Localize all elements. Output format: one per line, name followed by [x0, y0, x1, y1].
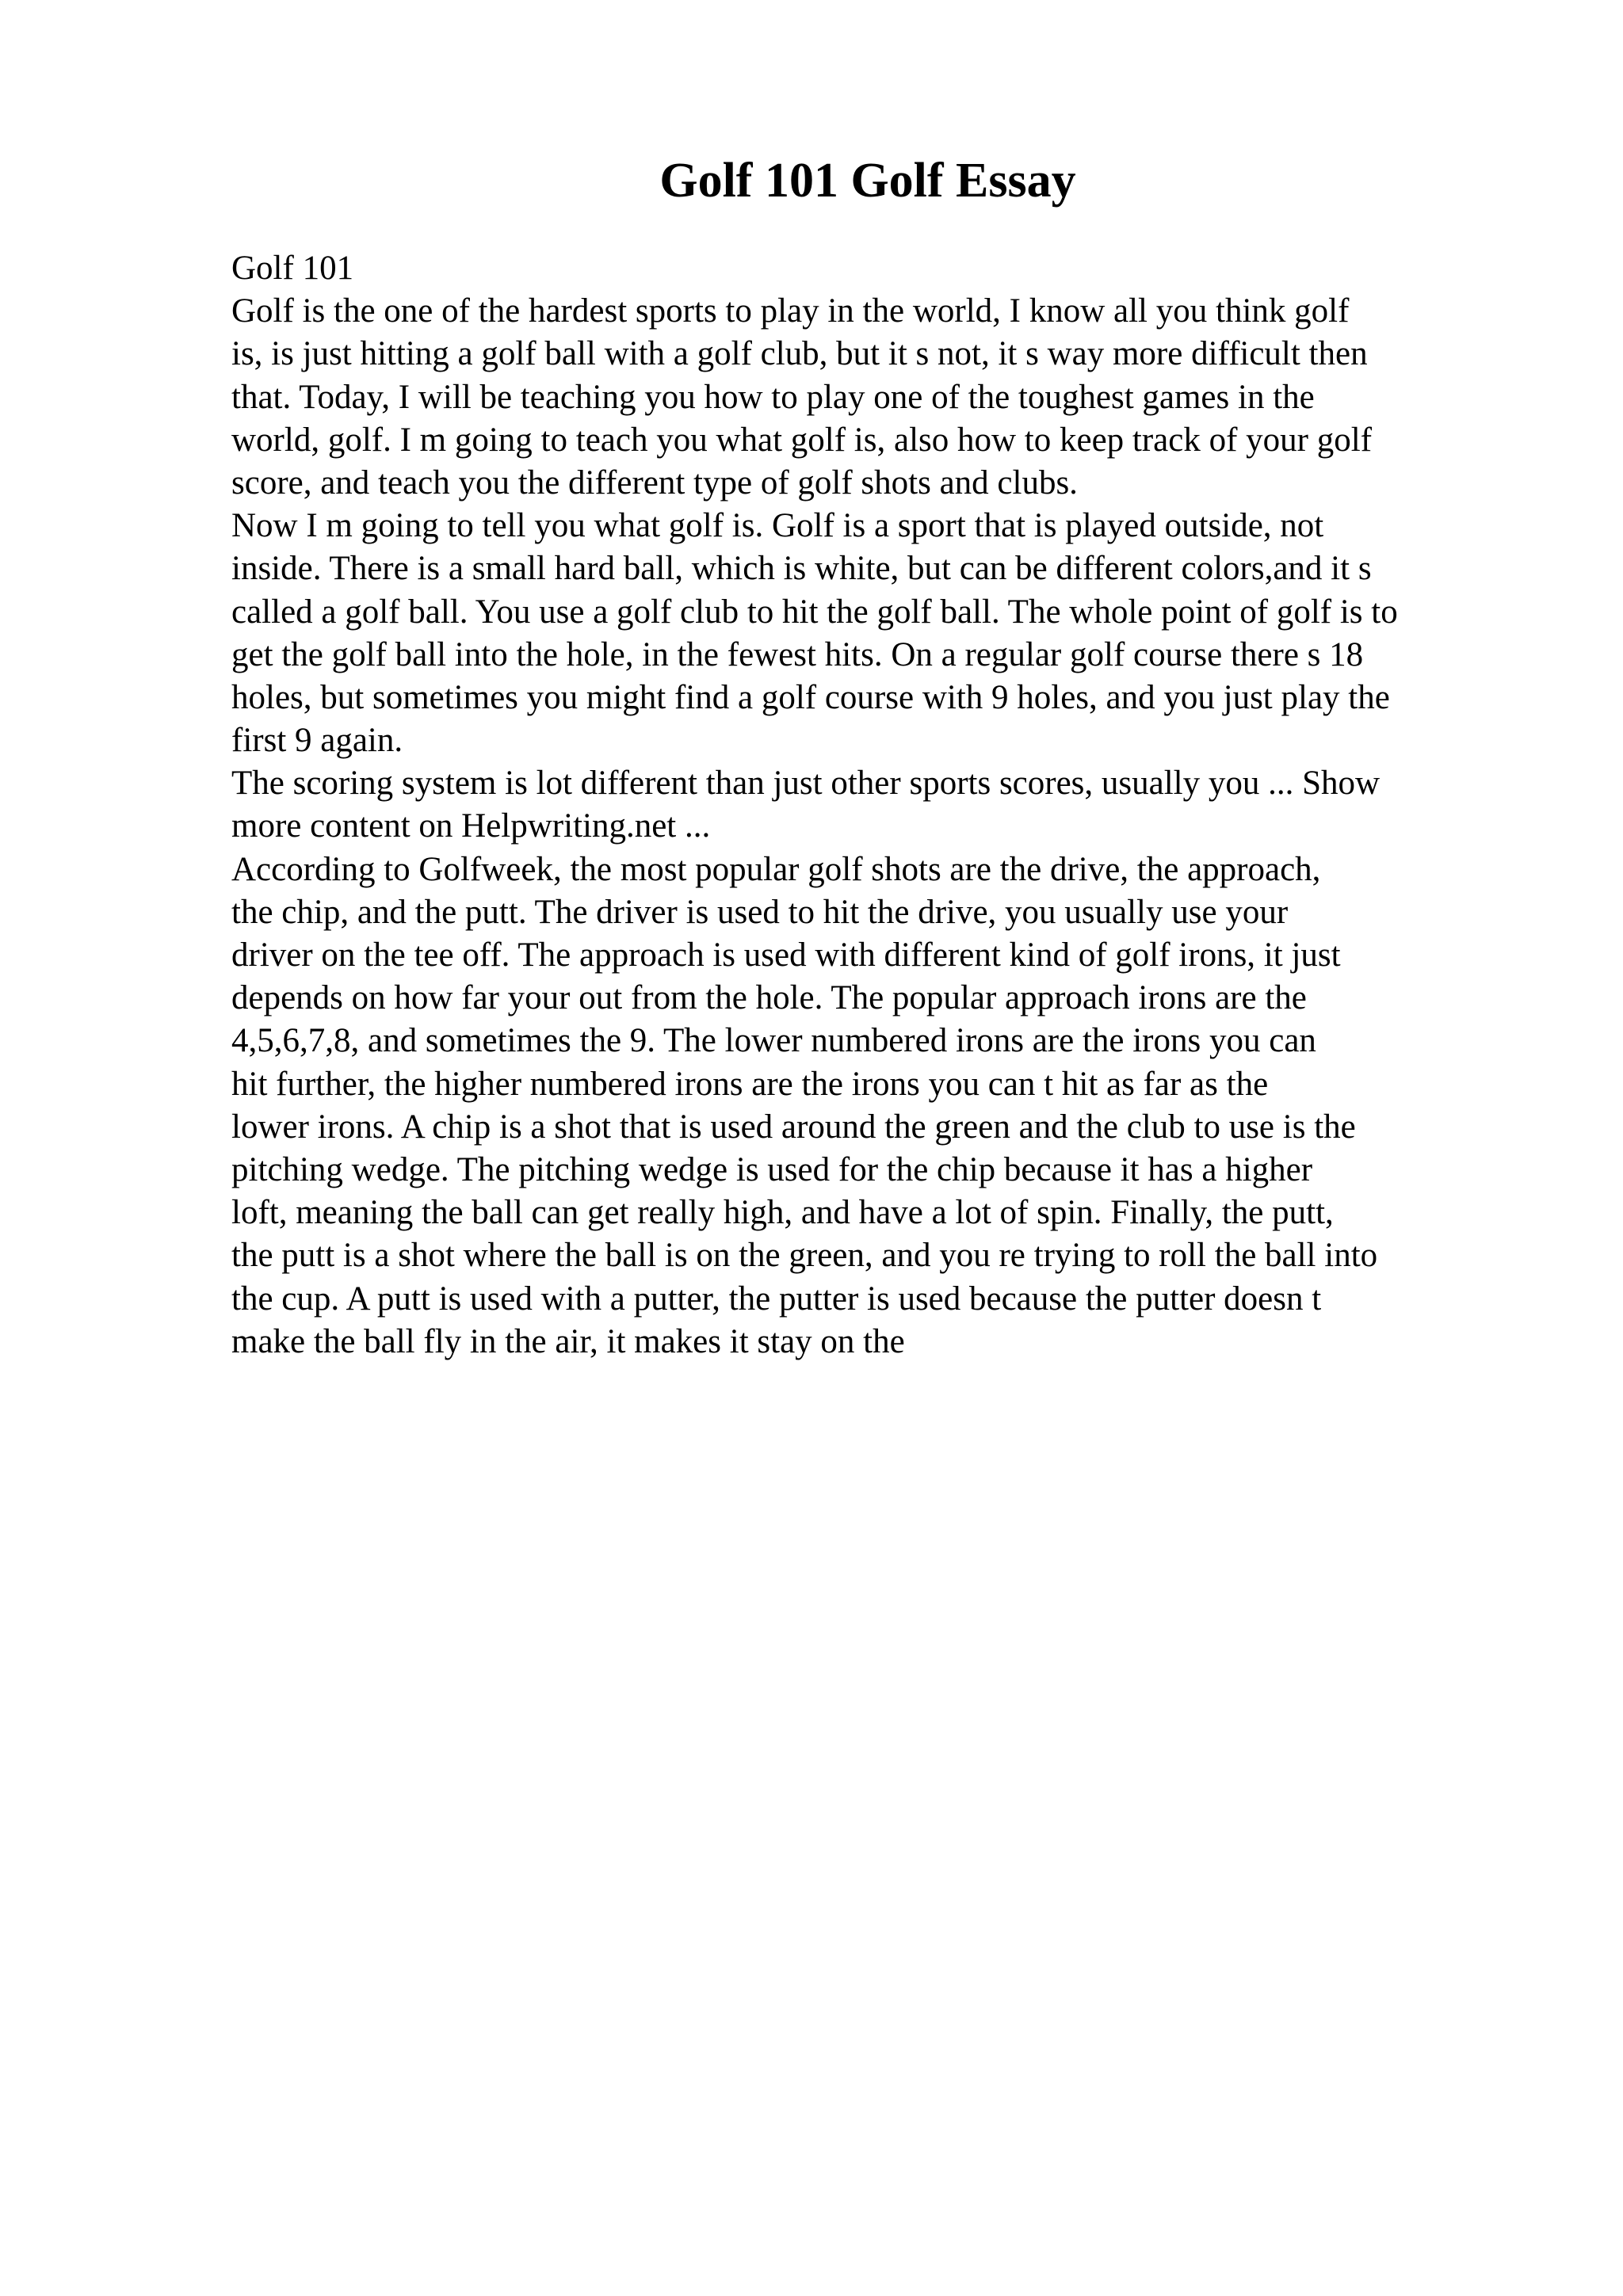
- text-line: called a golf ball. You use a golf club to hit the golf ball. The whole point of golf is to: [231, 593, 1398, 631]
- text-line: The scoring system is lot different than just other sports scores, usually you ... Show: [231, 765, 1381, 803]
- text-line: that. Today, I will be teaching you how to play one of the toughest games in the: [231, 378, 1315, 416]
- text-line: the cup. A putt is used with a putter, the putter is used because the putter doesn t: [231, 1280, 1322, 1318]
- text-line: depends on how far your out from the hole. The popular approach irons are the: [231, 979, 1307, 1017]
- text-line: Now I m going to tell you what golf is. Golf is a sport that is played outside, not: [231, 507, 1324, 545]
- text-line: make the ball fly in the air, it makes it stay on the: [231, 1322, 905, 1360]
- text-line: According to Golfweek, the most popular golf shots are the drive, the approach,: [231, 850, 1321, 888]
- text-line: loft, meaning the ball can get really high, and have a lot of spin. Finally, the putt,: [231, 1194, 1334, 1232]
- text-line: the chip, and the putt. The driver is used to hit the drive, you usually use your: [231, 893, 1289, 931]
- text-line: is, is just hitting a golf ball with a golf club, but it s not, it s way more difficult then: [231, 335, 1368, 373]
- text-line: get the golf ball into the hole, in the fewest hits. On a regular golf course there s 18: [231, 635, 1364, 673]
- text-line: first 9 again.: [231, 722, 403, 760]
- text-line: holes, but sometimes you might find a golf course with 9 holes, and you just play the: [231, 678, 1390, 716]
- text-line: pitching wedge. The pitching wedge is used for the chip because it has a higher: [231, 1150, 1313, 1188]
- text-line: the putt is a shot where the ball is on the green, and you re trying to roll the ball into: [231, 1237, 1378, 1275]
- text-line: inside. There is a small hard ball, which is white, but can be different colors,and it s: [231, 550, 1372, 588]
- text-line: Golf 101: [231, 250, 354, 287]
- text-line: driver on the tee off. The approach is used with different kind of golf irons, it just: [231, 936, 1341, 974]
- document-title: Golf 101 Golf Essay: [659, 154, 1076, 208]
- text-line: 4,5,6,7,8, and sometimes the 9. The lower numbered irons are the irons you can: [231, 1022, 1316, 1060]
- text-line: hit further, the higher numbered irons are the irons you can t hit as far as the: [231, 1065, 1269, 1103]
- text-line: score, and teach you the different type of golf shots and clubs.: [231, 463, 1078, 502]
- text-line: Golf is the one of the hardest sports to play in the world, I know all you think golf: [231, 292, 1350, 330]
- text-line: world, golf. I m going to teach you what golf is, also how to keep track of your golf: [231, 421, 1373, 459]
- text-line: lower irons. A chip is a shot that is used around the green and the club to use is the: [231, 1108, 1356, 1146]
- text-line: more content on Helpwriting.net ...: [231, 807, 711, 845]
- document-body: [231, 247, 1594, 1363]
